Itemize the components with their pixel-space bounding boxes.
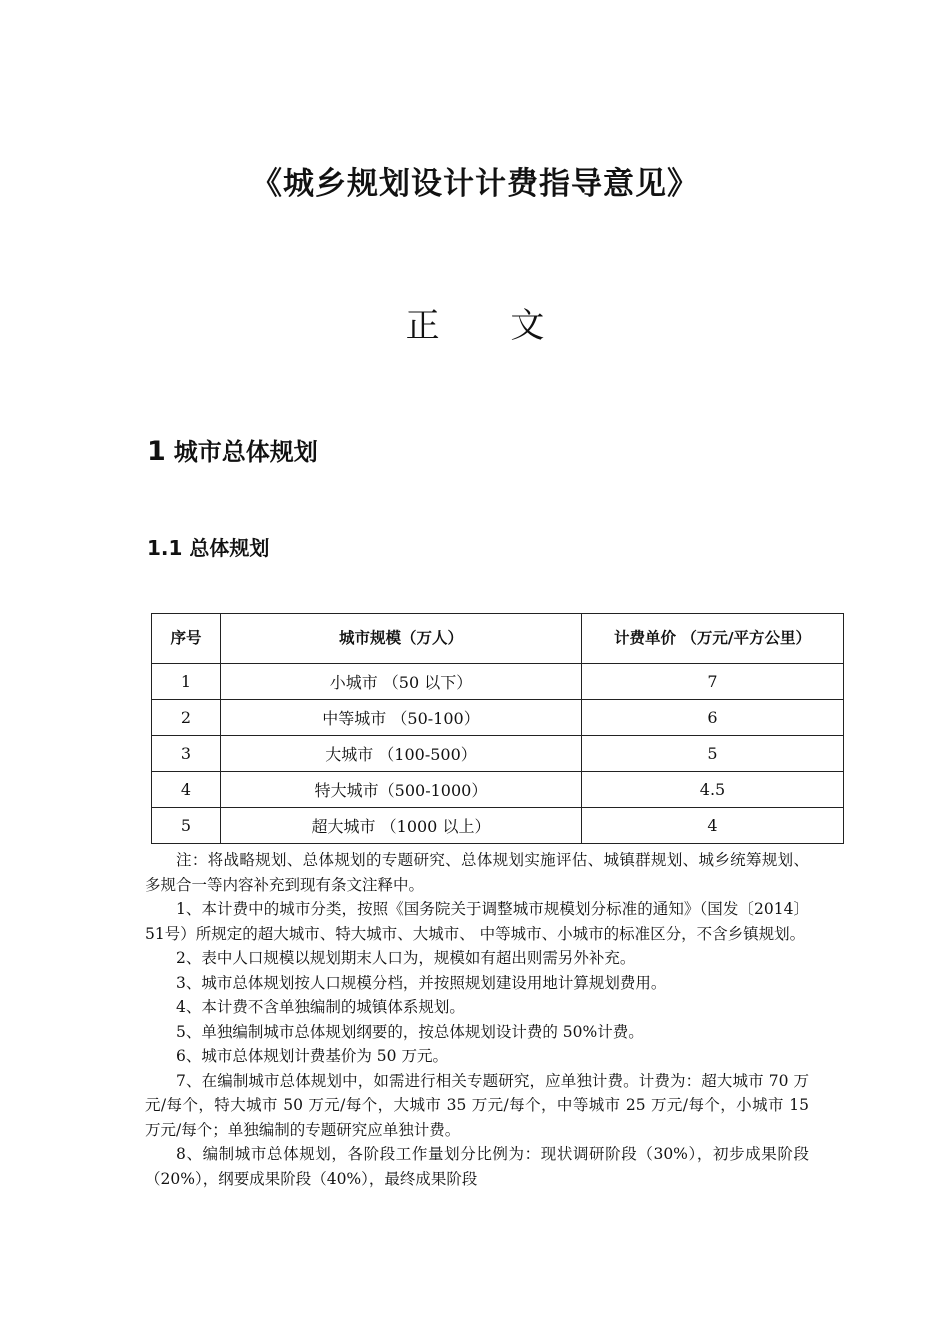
cell-unit-price: 6 xyxy=(582,700,844,736)
table-row xyxy=(152,772,844,808)
note-paragraph: 7、在编制城市总体规划中，如需进行相关专题研究，应单独计费。计费为：超大城市 70 万元/每个，特大城市 50 万元/每个，大城市 35 万元/每个，中等城市 25 万元/每个，小城市 15 万元/每个；单独编制的专题研究应单独计费。 xyxy=(145,1071,809,1139)
table-row xyxy=(152,700,844,736)
header-unit-price: 计费单价 （万元/平方公里） xyxy=(582,614,844,664)
cell-unit-price: 4.5 xyxy=(582,772,844,808)
note-paragraph: 8、编制城市总体规划，各阶段工作量划分比例为：现状调研阶段（30%），初步成果阶段（20%），纲要成果阶段（40%），最终成果阶段 xyxy=(145,1145,809,1188)
note-paragraph: 3、城市总体规划按人口规模分档，并按照规划建设用地计算规划费用。 xyxy=(176,973,667,992)
cell-index: 4 xyxy=(152,772,221,808)
cell-unit-price: 7 xyxy=(582,664,844,700)
notes-section xyxy=(145,848,809,1191)
section-title: 城市总体规划 xyxy=(173,438,318,466)
cell-index: 3 xyxy=(152,736,221,772)
header-city-scale: 城市规模（万人） xyxy=(221,614,582,664)
note-paragraph: 4、本计费不含单独编制的城镇体系规划。 xyxy=(176,998,465,1016)
note-paragraph: 1、本计费中的城市分类，按照《国务院关于调整城市规模划分标准的通知》（国发〔2014〕51号）所规定的超大城市、特大城市、大城市、 中等城市、小城市的标准区分，不含乡镇规划。 xyxy=(145,900,809,943)
cell-unit-price: 4 xyxy=(582,808,844,844)
cell-index: 1 xyxy=(152,664,221,700)
note-paragraph: 2、表中人口规模以规划期末人口为，规模如有超出则需另外补充。 xyxy=(176,949,636,967)
cell-index: 2 xyxy=(152,700,221,736)
cell-city-scale: 小城市 （50 以下） xyxy=(221,664,582,700)
table-header-row xyxy=(152,614,844,664)
cell-index: 5 xyxy=(152,808,221,844)
cell-unit-price: 5 xyxy=(582,736,844,772)
note-paragraph: 6、城市总体规划计费基价为 50 万元。 xyxy=(176,1047,448,1065)
document-title: 《城乡规划设计计费指导意见》 xyxy=(251,166,699,202)
cell-city-scale: 特大城市（500-1000） xyxy=(221,772,582,808)
subsection-heading-1-1: 1.1 总体规划 xyxy=(147,536,270,560)
cell-city-scale: 大城市 （100-500） xyxy=(221,736,582,772)
cell-city-scale: 中等城市 （50-100） xyxy=(221,700,582,736)
note-paragraph: 5、单独编制城市总体规划纲要的，按总体规划设计费的 50%计费。 xyxy=(176,1022,644,1041)
fee-table xyxy=(151,613,844,844)
cell-city-scale: 超大城市 （1000 以上） xyxy=(221,808,582,844)
header-index: 序号 xyxy=(152,614,221,664)
section-heading-1 xyxy=(147,432,318,467)
body-heading: 正 文 xyxy=(405,306,575,346)
note-paragraph: 注：将战略规划、总体规划的专题研究、总体规划实施评估、城镇群规划、城乡统筹规划、多规合一等内容补充到现有条文注释中。 xyxy=(145,851,809,894)
section-number: 1 xyxy=(147,436,166,467)
table-row xyxy=(152,808,844,844)
table-row xyxy=(152,664,844,700)
table-row xyxy=(152,736,844,772)
